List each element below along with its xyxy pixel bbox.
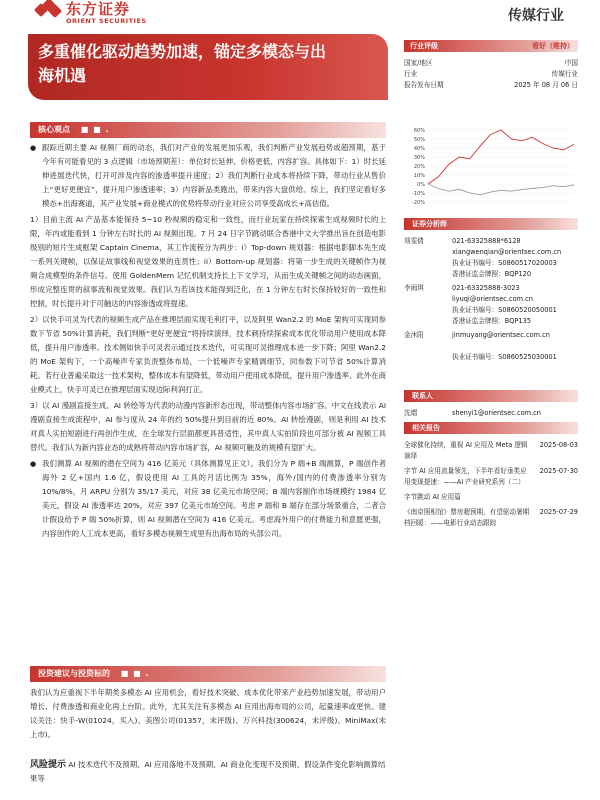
related-report-item[interactable]	[404, 466, 578, 488]
meta-value: 中国	[564, 59, 578, 67]
logo-mark-icon	[36, 2, 60, 18]
invest-body: 我们认为应重视下半年期类多模态 AI 应用机会，看好技术突破、成本优化带来产业趋势加速发展，带动用户增长、付费渗透和商业化再上台阶。此外，尤其关注有多模态 AI 应用出海布局的公司，起量速率或更快。建议关注：快手-W(01024，买入)、美图公司(01357，未评级)、万兴科技(300624，未评级)、MiniMax(未上市)。	[30, 688, 386, 739]
related-report-item[interactable]	[404, 492, 578, 503]
report-title-line2: 海机遇	[38, 66, 87, 85]
chart-y-tick-label: 20%	[413, 164, 425, 170]
related-header-title: 相关报告	[412, 424, 440, 432]
chart-y-tick-label: -10%	[412, 191, 425, 197]
chart-y-tick-label: 30%	[413, 155, 425, 161]
analyst-cert: 执业证书编号：S0860520050001	[452, 306, 557, 314]
contact-header-title: 联系人	[412, 392, 433, 400]
analyst-entry	[404, 236, 578, 280]
section-invest-title: 投资建议与投资标的	[38, 669, 110, 678]
analyst-entry	[404, 330, 578, 363]
meta-key: 行业	[404, 70, 418, 78]
risk-text: AI 技术迭代不及预期、AI 应用落地不及预期、AI 商业化变现不及预期、假设条件变化影响测算结果等	[30, 760, 386, 783]
core-body	[30, 141, 386, 543]
related-report-date: 2025-07-30	[539, 467, 578, 475]
report-meta	[404, 58, 578, 91]
core-paragraph-1: ● 跟踪近期主要 AI 视频厂商的动态，我们对产业的发展更加乐观，我们判断产业发展趋势或超预期，基于今年有可能看见的 3 点逻辑（市场预期差）：单位时长延伸、价格更低、内容扩容。具体如下：1）时长延伸进展迭代快，打开可涉及内容的渗透率提升速度；2）我们判断行业成本将持续下降，带动行业从售价上“更好更便宜”，提升用户渗透速率；3）内容新品类跑出，带来内容大盘供给。综上，我们坚定看好多模态+出海赛道，其产业发展+商业模式的优势将带动行业对应公司享受高成长+高估值。	[30, 141, 386, 211]
analyst-entry	[404, 283, 578, 327]
chart-y-tick-label: 40%	[413, 146, 425, 152]
logo-name-cn: 东方证券	[66, 0, 131, 18]
analyst-email[interactable]: jinmuyang@orientsec.com.cn	[452, 331, 550, 339]
section-analyst-header	[404, 218, 578, 230]
related-report-date: 2025-08-03	[539, 441, 578, 449]
section-invest-header	[30, 666, 386, 682]
core-paragraph-3: 2）以快手可灵为代表的视频生成产品在推理层面实现毛利打平，以及阿里 Wan2.2 的 MoE 架构可实现同参数下节省 50%计算消耗，我们判断“更好更便宜”将持续演绎，技术刺持续探索成本优化带动用户使用成本降低，提升用户渗透率。技术侧如快手可灵表示通过技术迭代，可实现可灵推理成本进一步下降；阿里 Wan2.2 的 MoE 架构下，一个高噪声专家负责整体布局，一个低噪声专家精调细节，同参数下可节省 50%计算消耗。若行业普遍采取这一技术架构，整体成本有望降低，带动用户使用成本降低，提升用户渗透率。此外在商业模式上，快手可灵已在推理层面实现边际利润打正。	[30, 315, 386, 394]
title-banner	[28, 34, 388, 100]
analyst-phone: 021-63325888*6128	[452, 237, 521, 245]
meta-key: 报告发布日期	[404, 81, 444, 89]
contact-entry	[404, 408, 578, 419]
analyst-email[interactable]: liyuqi@orientsec.com.cn	[452, 295, 533, 303]
meta-value: 传媒行业	[551, 70, 578, 78]
report-title-line1: 多重催化驱动趋势加速，锚定多模态与出	[38, 42, 327, 61]
related-report-title[interactable]: 字节跳动 AI 应用篇	[404, 493, 461, 501]
logo-name-en: ORIENT SECURITIES	[66, 17, 147, 25]
related-reports	[404, 440, 578, 533]
risk-block	[30, 758, 386, 786]
rating-value: 看好（维持）	[532, 42, 574, 50]
related-report-date: 2025-07-29	[539, 508, 578, 516]
analyst-cert: 执业证书编号：S0860525030001	[452, 353, 557, 361]
core-paragraph-5: ● 我们测算 AI 视频的潜在空间为 416 亿美元（具体测算见正文）。我们分为 P 端+B 端测算，P 端创作者海外 2 亿+国内 1.6 亿，假设使用 AI 工具的月活比例为 35%，海外/国内的付费渗透率分别为 10%/8%，月 ARPU 分别为 35/17 美元，对应 38 亿美元市场空间；B 端内容制作市场规模约 1984 亿美元，假设 AI 渗透率达 20%，对应 397 亿美元市场空间。考虑 P 端和 B 端存在部分场景重合，二者合计假设给予 P 端 50%折算，则 AI 视频潜在空间为 416 亿美元。考虑海外用户的付费能力和意愿更强，内容创作的人工成本更高，看好多模态视频生成里有出海布局的头部公司。	[30, 457, 386, 541]
section-related-header	[404, 422, 578, 434]
chart-y-tick-label: 50%	[413, 137, 425, 143]
related-report-title[interactable]: 《南京照相馆》票房超预期，有望驱动暑期档回暖：——电影行业动态跟踪	[404, 508, 530, 527]
analyst-cert: 执业证书编号：S0860517020003	[452, 259, 557, 267]
related-report-title[interactable]: 全球催化持续，重视 AI 应用及 Meta 逻辑演绎	[404, 441, 528, 460]
contact-name: 沈熠	[404, 409, 418, 417]
core-paragraph-4: 3）以 AI 漫剧直接生成、AI 转绘等为代表的动漫内容新形态出现，带动整体内容市场扩容。中文在线表示 AI 漫剧直接生成流程中，AI 参与度从 24 年的约 50%提升到目前的近 80%。AI 转绘漫剧，则是利用 AI 技术对真人实拍短剧进行再创作生成，在全球发行层面都更具普适性，其中真人实拍阶段也可部分被 AI 视频工具替代。我们认为新内容业态的成熟将带动内容市场扩容，AI 视频可触及的规模有望扩大。	[30, 401, 386, 452]
meta-row-date	[404, 80, 578, 91]
analyst-name: 李雨琪	[404, 284, 424, 292]
analyst-header-title: 证券分析师	[412, 220, 447, 228]
analyst-name: 项雯倩	[404, 237, 424, 245]
related-report-item[interactable]	[404, 507, 578, 529]
company-logo	[36, 2, 147, 24]
meta-value: 2025 年 08 月 06 日	[514, 81, 578, 89]
analyst-hk-license: 香港证监会牌照：BQP120	[452, 270, 532, 278]
industry-label: 传媒行业	[508, 8, 564, 24]
performance-chart	[404, 126, 578, 206]
section-invest-dots: ■ ■ .	[120, 669, 150, 678]
meta-row-industry	[404, 69, 578, 80]
analyst-phone: 021-63325888-3023	[452, 284, 520, 292]
chart-y-tick-label: 10%	[413, 173, 425, 179]
core-paragraph-2: 1）目前主流 AI 产品基本能保持 5~10 秒视频的稳定和一致性，而行业玩家在持续探索生成视频时长的上限，年内或能看到 1 分钟左右时长的 AI 视频出现。7 月 24 日字节跳动联合香港中文大学推出旨在创造电影级别的短片生成框架 Captain Cinema，其工作流程分为两步：i）Top-down 规划器：根据电影脚本先生成一系列关键帧，以保证故事线和视觉效果的连贯性；ii）Bottom-up 规划器：将第一步生成的关键帧作为视频合成模型的条件信号。使用 GoldenMem 记忆机制支持长上下文学习，从而生成关键帧之间的动态画面，形成完整连贯的叙事流和视觉效果。我们认为若该技术能得到泛化，在 1 分钟左右时长保持较好的一致性和控制，时长提升对于可触达的内容渗透或将提速。	[30, 215, 386, 308]
chart-y-axis	[412, 128, 425, 206]
chart-y-tick-label: -20%	[412, 200, 425, 206]
section-core-title: 核心观点	[38, 125, 70, 134]
chart-y-tick-label: 0%	[417, 182, 425, 188]
section-core-header	[30, 122, 386, 138]
analyst-email[interactable]: xiangwenqian@orientsec.com.cn	[452, 248, 562, 256]
chart-series	[428, 130, 574, 195]
risk-label: 风险提示	[30, 760, 67, 770]
rating-label: 行业评级	[410, 42, 438, 50]
industry-rating-bar	[404, 40, 578, 52]
contact-list	[404, 408, 578, 419]
analyst-name: 金沐阳	[404, 331, 424, 339]
related-report-item[interactable]	[404, 440, 578, 462]
contact-email[interactable]: shenyi1@orientsec.com.cn	[452, 409, 541, 417]
related-report-title[interactable]: 字节 AI 应用流量领先，下半年看好垂类应用变现提速：——AI 产业研究系列（二）	[404, 467, 527, 486]
analyst-list	[404, 236, 578, 363]
meta-row-region	[404, 58, 578, 69]
analyst-hk-license: 香港证监会牌照：BQP135	[452, 317, 532, 325]
chart-y-tick-label: 60%	[413, 128, 425, 134]
section-core-dots: ■ ■ .	[80, 125, 110, 134]
section-contact-header	[404, 390, 578, 402]
meta-key: 国家/地区	[404, 59, 433, 67]
related-report-date	[536, 492, 578, 503]
